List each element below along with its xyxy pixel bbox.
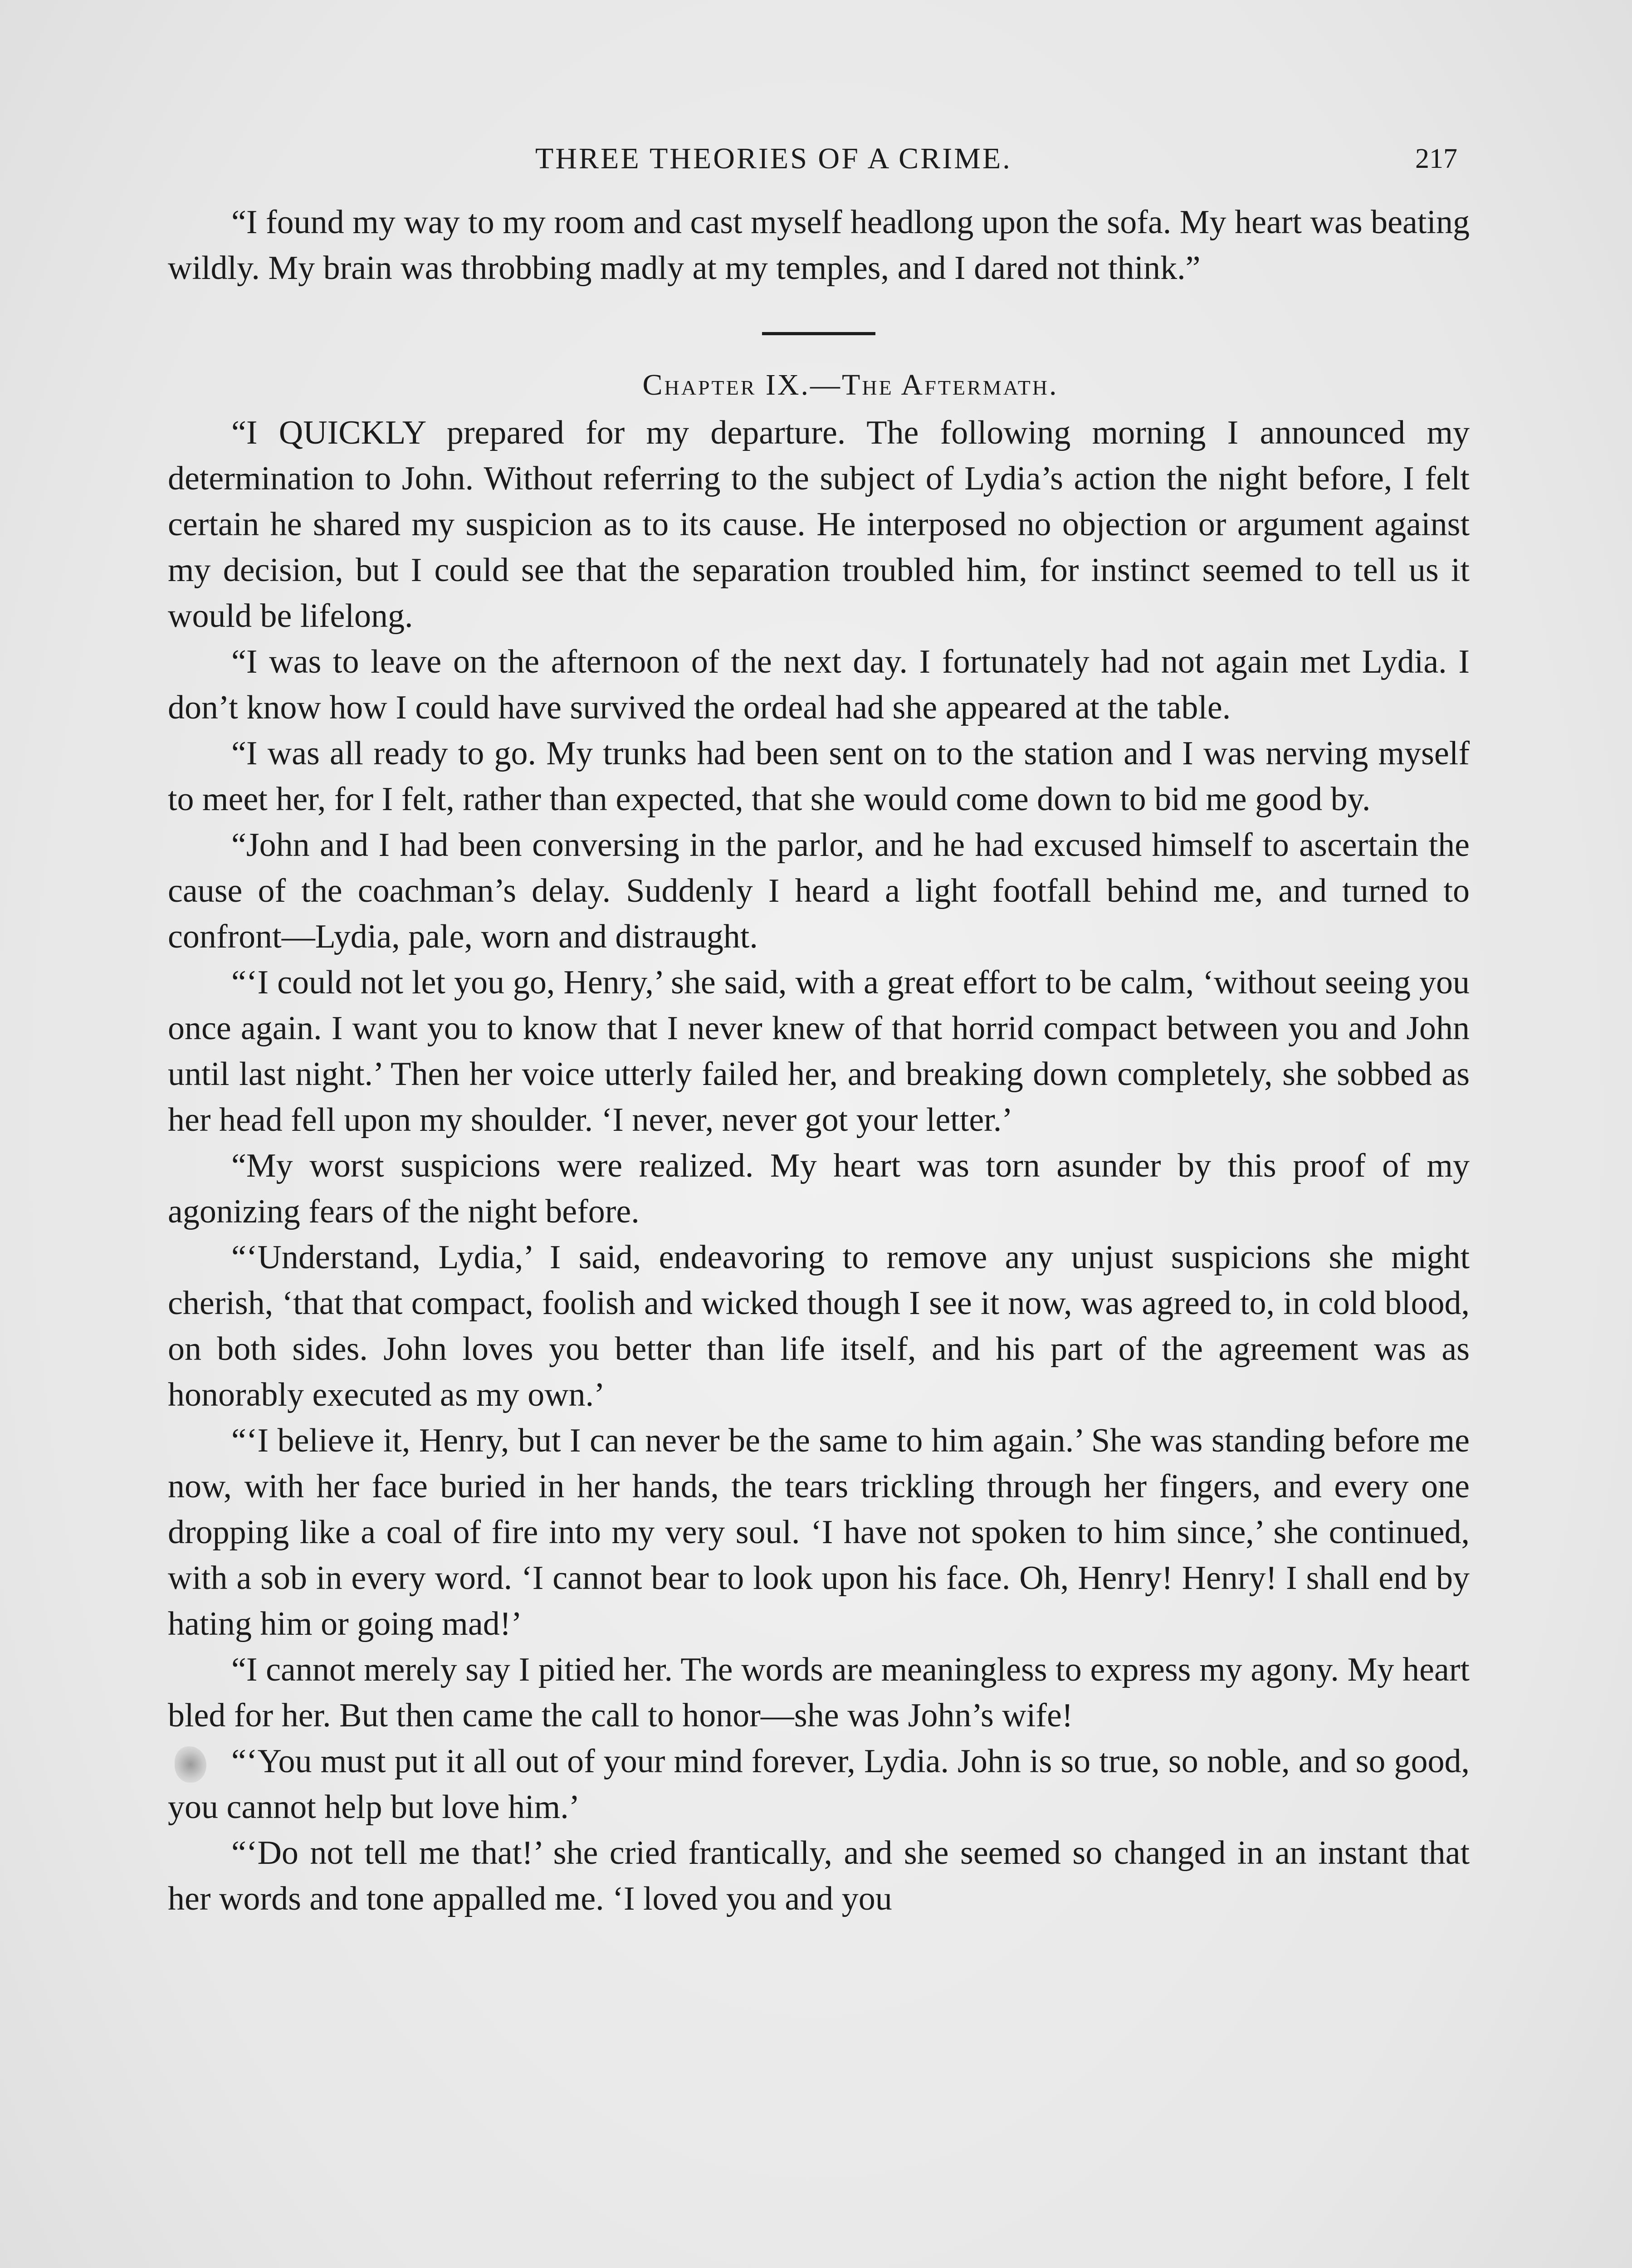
paragraph: “‘I believe it, Henry, but I can never be the same to him again.’ She was standing before me now, with her face buried in her hands, the tears trickling through her fingers, and every one dropping like a coal of fire into my very soul. ‘I have not spoken to him since,’ she continued, with a sob in every word. ‘I cannot bear to look upon his face. Oh, Henry! Henry! I shall end by hating him or going mad!’: [168, 1422, 1470, 1642]
paragraph: “‘Understand, Lydia,’ I said, endeavoring to remove any unjust suspicions she might cherish, ‘that that compact, foolish and wicked though I see it now, was agreed to, in cold blood, on both sides. John loves you better than life itself, and his part of the agreement was as honorably executed as my own.’: [168, 1239, 1470, 1413]
paragraph: “‘Do not tell me that!’ she cried frantically, and she seemed so changed in an instant that her words and tone appalled me. ‘I loved you and you: [168, 1834, 1470, 1917]
running-title: THREE THEORIES OF A CRIME.: [535, 142, 1012, 175]
chapter-heading: Chapter IX.—The Aftermath.: [642, 368, 1059, 401]
page-number: 217: [1415, 143, 1457, 174]
paragraph: “I cannot merely say I pitied her. The words are meaningless to express my agony. My heart bled for her. But then came the call to honor—she was John’s wife!: [168, 1651, 1470, 1734]
paragraph: “I was to leave on the afternoon of the next day. I fortunately had not again met Lydia. I don’t know how I could have survived the ordeal had she appeared at the table.: [168, 643, 1470, 726]
paragraph: “‘I could not let you go, Henry,’ she said, with a great effort to be calm, ‘without seeing you once again. I want you to know that I never knew of that horrid compact between you and John until last night.’ Then her voice utterly failed her, and breaking down completely, she sobbed as her head fell upon my shoulder. ‘I never, never got your letter.’: [168, 964, 1470, 1139]
paragraph: “I was all ready to go. My trunks had been sent on to the station and I was nerving myself to meet her, for I felt, rather than expected, that she would come down to bid me good by.: [168, 735, 1470, 818]
paragraph-opening: “I found my way to my room and cast myself headlong upon the sofa. My heart was beating wildly. My brain was throbbing madly at my temples, and I dared not think.”: [168, 204, 1470, 287]
paragraph: “John and I had been conversing in the parlor, and he had excused himself to ascertain the cause of the coachman’s delay. Suddenly I heard a light footfall behind me, and turned to confront—Lydia, pale, worn and distraught.: [168, 826, 1470, 955]
paragraph: “My worst suspicions were realized. My heart was torn asunder by this proof of my agonizing fears of the night before.: [168, 1147, 1470, 1230]
ink-smudge: [175, 1746, 206, 1783]
paragraph: “I QUICKLY prepared for my departure. The following morning I announced my determination to John. Without referring to the subject of Lydia’s action the night before, I felt certain he shared my suspicion as to its cause. He interposed no objection or argument against my decision, but I could see that the separation troubled him, for instinct seemed to tell us it would be lifelong.: [168, 414, 1470, 635]
section-divider: [762, 332, 875, 335]
body-text: [168, 200, 1470, 1922]
running-head: [0, 136, 1632, 181]
paragraph: “‘You must put it all out of your mind forever, Lydia. John is so true, so noble, and so good, you cannot help but love him.’: [168, 1743, 1470, 1826]
